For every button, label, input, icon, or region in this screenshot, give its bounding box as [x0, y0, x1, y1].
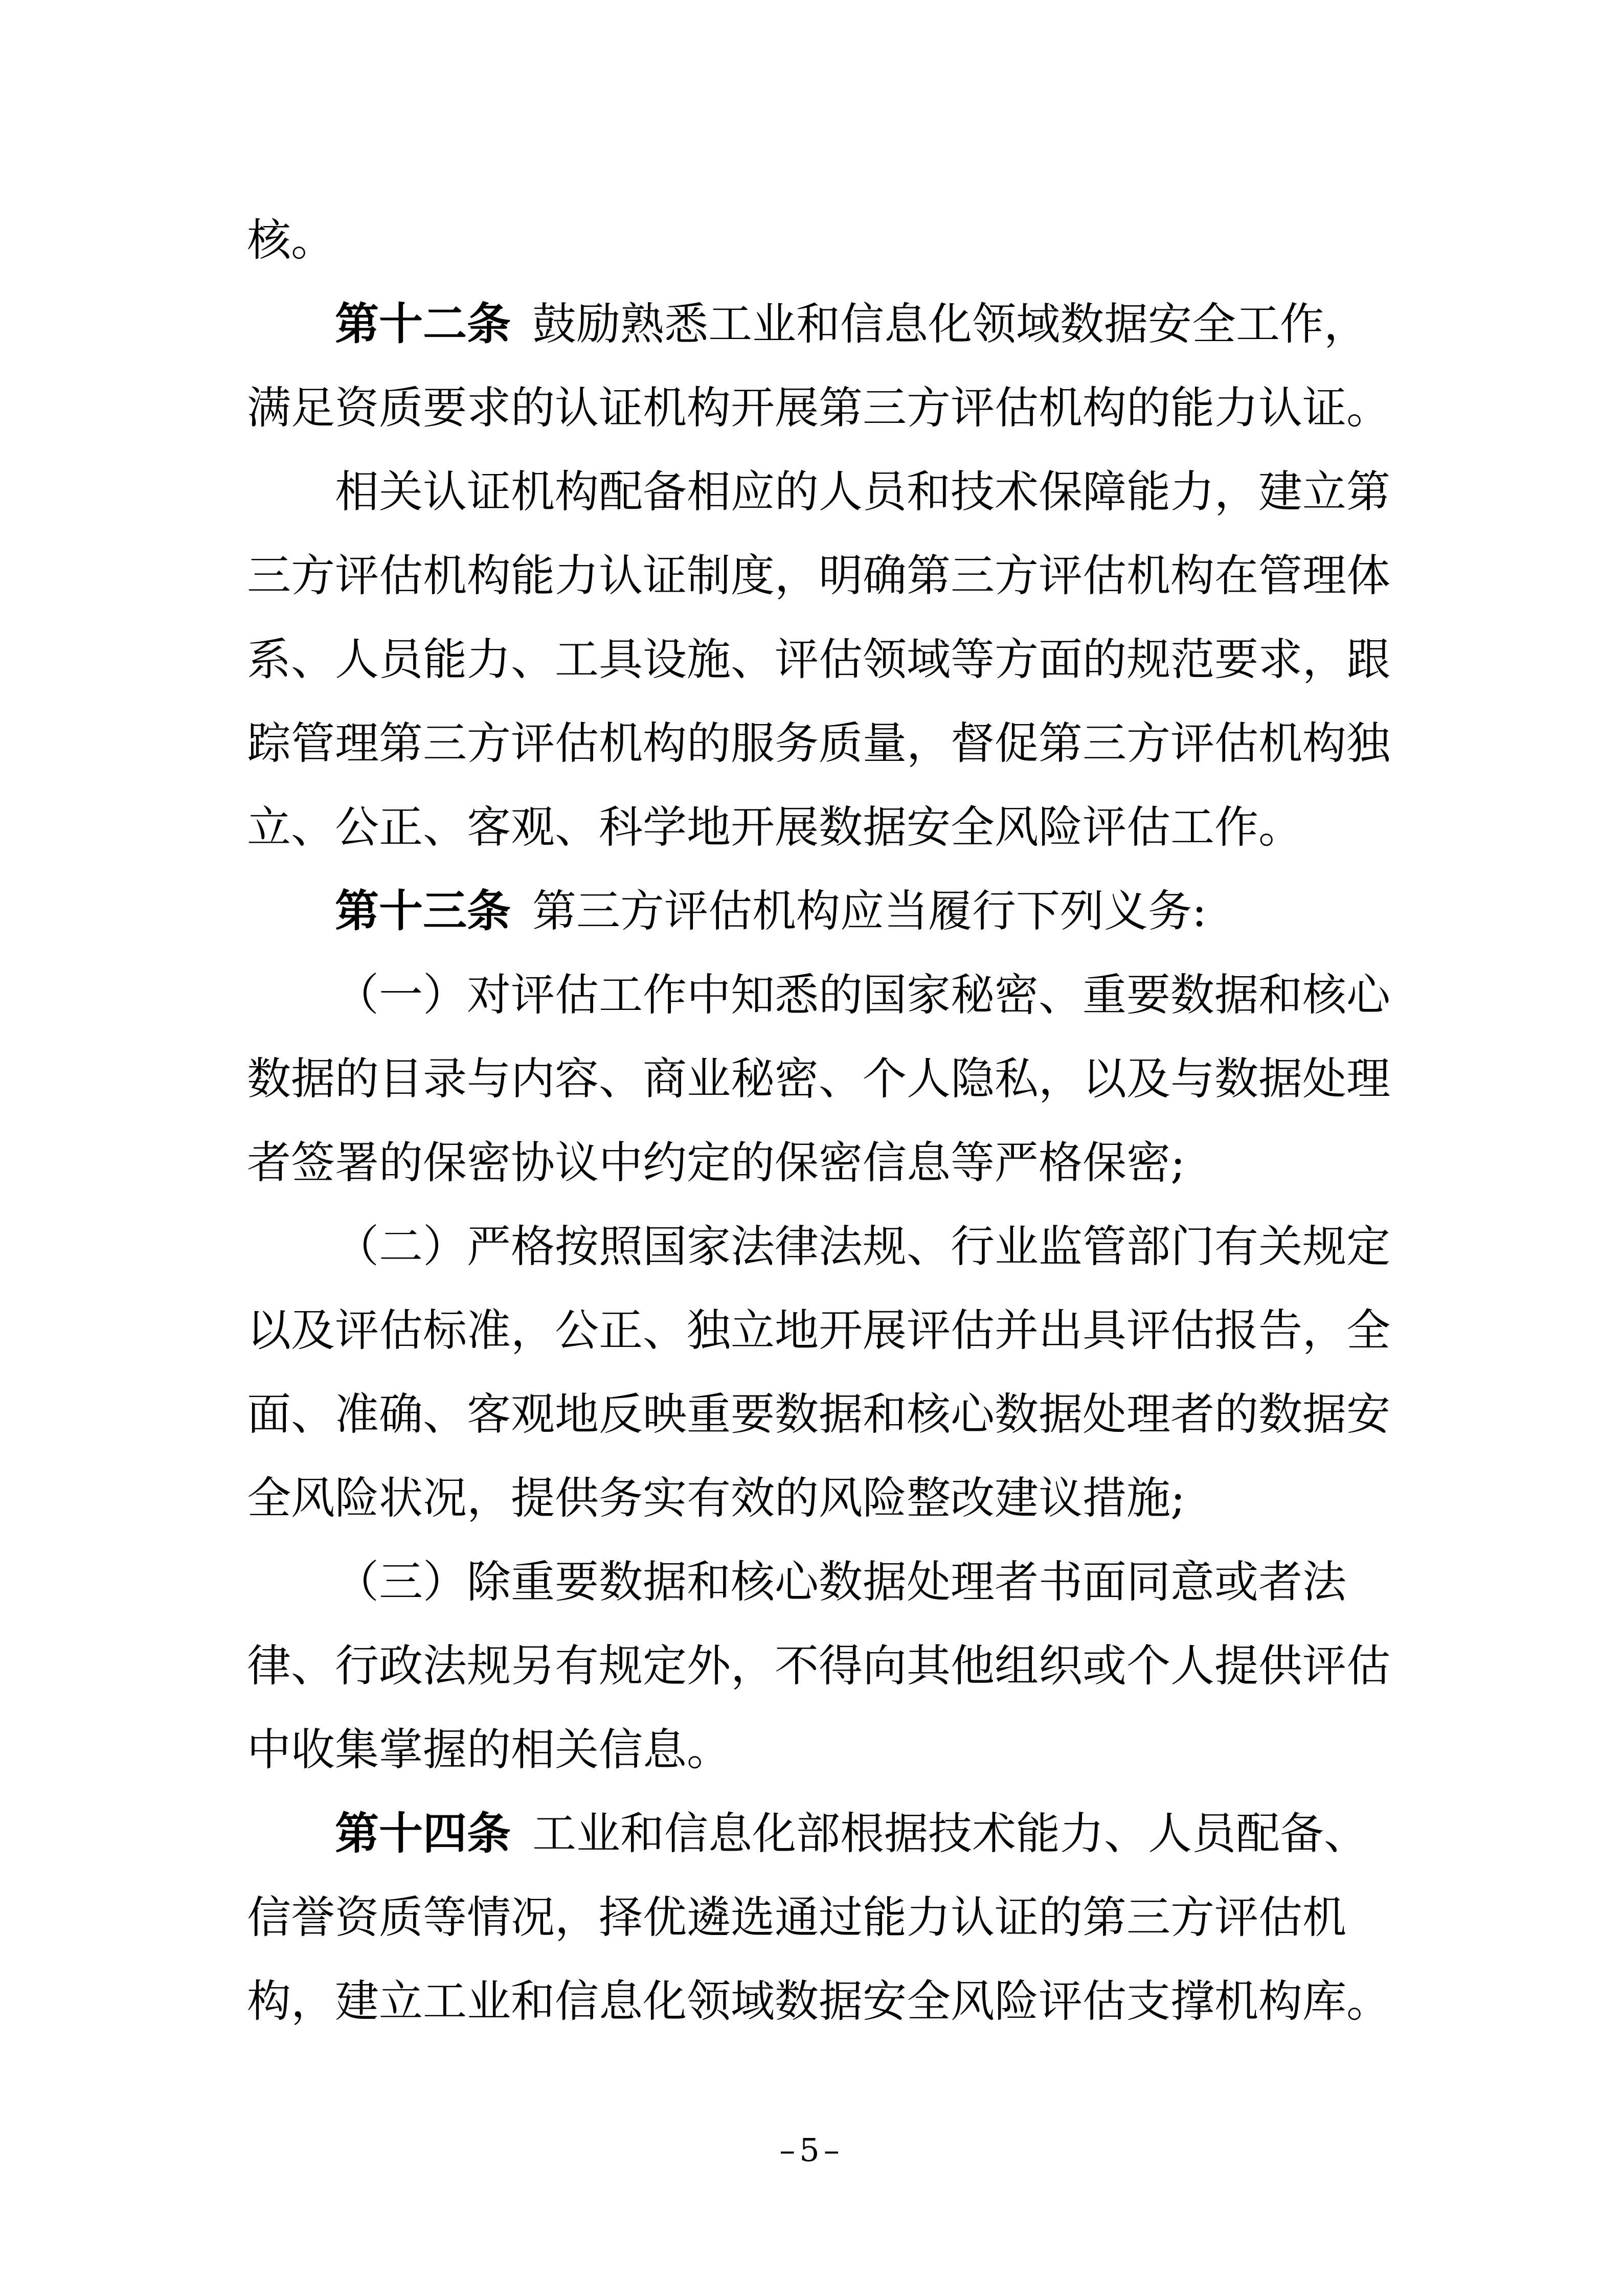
line-text: 者签署的保密协议中约定的保密信息等严格保密; [247, 1137, 1185, 1188]
text-line [247, 534, 1418, 618]
line-text: 第三方评估机构应当履行下列义务: [532, 886, 1207, 937]
line-text: 中收集掌握的相关信息。 [247, 1724, 731, 1775]
text-line [247, 1960, 1418, 2043]
text-line [247, 1624, 1418, 1708]
text-line [247, 618, 1418, 702]
text-line [247, 953, 1418, 1037]
text-line [247, 1540, 1418, 1624]
text-line [247, 282, 1418, 366]
line-text: 三方评估机构能力认证制度，明确第三方评估机构在管理体 [247, 550, 1390, 601]
text-line [247, 366, 1418, 450]
text-line [247, 869, 1418, 953]
text-line [247, 785, 1418, 869]
line-text: 系、人员能力、工具设施、评估领域等方面的规范要求，跟 [247, 634, 1390, 685]
line-text: 以及评估标准，公正、独立地开展评估并出具评估报告，全 [247, 1305, 1390, 1356]
text-line [247, 1792, 1418, 1876]
document-body [247, 198, 1418, 2043]
line-text: 信誉资质等情况，择优遴选通过能力认证的第三方评估机 [247, 1892, 1346, 1943]
page-number: –5– [779, 2131, 844, 2169]
text-line [247, 1289, 1418, 1372]
line-text: 构，建立工业和信息化领域数据安全风险评估支撑机构库。 [247, 1976, 1390, 2027]
text-line [247, 1205, 1418, 1289]
line-text: 面、准确、客观地反映重要数据和核心数据处理者的数据安 [247, 1389, 1390, 1440]
text-line [247, 198, 1418, 282]
line-text: （二）严格按照国家法律法规、行业监管部门有关规定 [335, 1221, 1390, 1272]
text-line [247, 1708, 1418, 1792]
line-text: 律、行政法规另有规定外，不得向其他组织或个人提供评估 [247, 1640, 1390, 1692]
article-number: 第十二条 [335, 299, 511, 350]
line-text: （三）除重要数据和核心数据处理者书面同意或者法 [335, 1557, 1346, 1608]
text-line [247, 1456, 1418, 1540]
line-text: 数据的目录与内容、商业秘密、个人隐私，以及与数据处理 [247, 1053, 1390, 1105]
line-text: 工业和信息化部根据技术能力、人员配备、 [532, 1808, 1368, 1859]
text-line [247, 1121, 1418, 1205]
text-line [247, 1037, 1418, 1121]
line-text: 踪管理第三方评估机构的服务质量，督促第三方评估机构独 [247, 718, 1390, 769]
line-text: 相关认证机构配备相应的人员和技术保障能力，建立第 [335, 466, 1390, 517]
line-text: 满足资质要求的认证机构开展第三方评估机构的能力认证。 [247, 382, 1390, 434]
text-line [247, 702, 1418, 785]
line-text: 核。 [247, 215, 335, 266]
line-text: 鼓励熟悉工业和信息化领域数据安全工作， [532, 299, 1368, 350]
text-line [247, 450, 1418, 534]
text-line [247, 1372, 1418, 1456]
line-text: （一）对评估工作中知悉的国家秘密、重要数据和核心 [335, 970, 1390, 1021]
line-text: 立、公正、客观、科学地开展数据安全风险评估工作。 [247, 802, 1302, 853]
article-number: 第十四条 [335, 1808, 511, 1859]
article-number: 第十三条 [335, 886, 511, 937]
line-text: 全风险状况，提供务实有效的风险整改建议措施; [247, 1473, 1185, 1524]
text-line [247, 1876, 1418, 1960]
